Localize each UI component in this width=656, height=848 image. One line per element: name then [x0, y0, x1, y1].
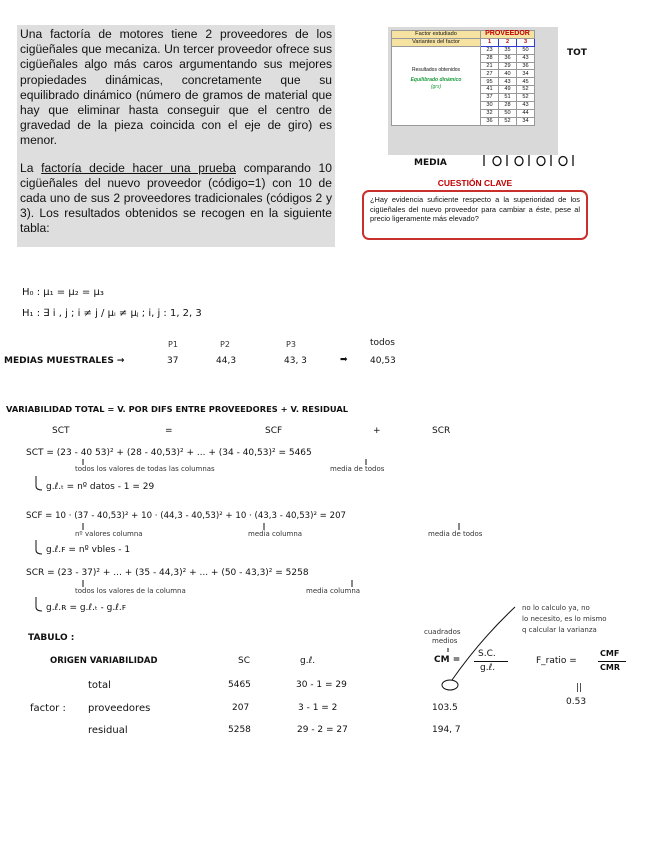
mean-1: 37	[167, 356, 179, 366]
scf-note-allmean: media de todos	[428, 530, 483, 538]
table-cell: 37	[481, 94, 499, 102]
fratio-denominator: CMR	[600, 663, 620, 672]
sct-header: SCT	[52, 426, 70, 436]
side-note-2: lo necesito, es lo mismo	[522, 615, 607, 623]
gl-total: g.ℓ.ₜ = nº datos - 1 = 29	[46, 482, 155, 492]
gl-factor: g.ℓ.ꜰ = nº vbles - 1	[46, 545, 131, 555]
sct-note-mean: media de todos	[330, 465, 385, 473]
alt-hypothesis: H₁ : ∃ i , j ; i ≠ j / μᵢ ≠ μⱼ ; i, j : 1, 2, 3	[22, 308, 202, 319]
row-total: total	[88, 680, 111, 691]
table-cell: 43	[499, 78, 517, 86]
scr-note-values: todos los valores de la columna	[75, 587, 186, 595]
variant-1: 1	[481, 38, 499, 46]
sct-note-values: todos los valores de todas las columnas	[75, 465, 215, 473]
sc-proveedores: 207	[232, 703, 250, 713]
mean-all: 40,53	[370, 356, 396, 366]
cm-denominator: g.ℓ.	[480, 663, 496, 673]
row-residual: residual	[88, 725, 128, 736]
fratio-numerator: CMF	[600, 649, 620, 658]
table-cell: 43	[517, 102, 535, 110]
factor-label: Factor estudiado	[392, 31, 481, 39]
p2-rest: comparando 10 cigüeñales del nuevo proveedor (código=1) con 10 de cada uno de sus 2 proveedores tradicionales (códigos 2 y 3). Los resultados obtenidos se recogen en la siguiente tabla:	[20, 160, 333, 236]
col-origen: ORIGEN VARIABILIDAD	[50, 656, 158, 666]
label-p3: P3	[286, 340, 296, 349]
metric-label: Equilibrado dinámico	[410, 77, 462, 84]
scr-note-mean: media columna	[306, 587, 361, 595]
table-cell: 52	[499, 117, 517, 125]
variability-line: VARIABILIDAD TOTAL = V. POR DIFS ENTRE PROVEEDORES + V. RESIDUAL	[6, 404, 349, 414]
eq-sign: =	[165, 426, 173, 436]
medios-note: medios	[432, 637, 458, 645]
results-label: Resultados obtenidos	[411, 66, 461, 73]
table-cell: 28	[481, 54, 499, 62]
label-p1: P1	[168, 340, 178, 349]
p2-underlined: factoría decide hacer una prueba	[41, 160, 236, 175]
table-cell: 36	[517, 62, 535, 70]
table-cell: 34	[517, 117, 535, 125]
col-gl: g.ℓ.	[300, 656, 316, 666]
table-cell: 51	[499, 94, 517, 102]
tabulo-title: TABULO :	[28, 633, 75, 643]
table-cell: 35	[499, 46, 517, 54]
gl-proveedores: 3 - 1 = 2	[298, 703, 338, 713]
label-todos: todos	[370, 338, 395, 348]
sc-total: 5465	[228, 680, 251, 690]
key-question-title: CUESTIÓN CLAVE	[437, 178, 513, 188]
table-cell: 21	[481, 62, 499, 70]
cm-numerator: S.C.	[478, 649, 496, 659]
factor-value: PROVEEDOR	[481, 31, 535, 39]
cuadrados-note: cuadrados	[424, 628, 461, 636]
table-cell: 27	[481, 70, 499, 78]
fratio-value: 0.53	[566, 697, 587, 707]
table-cell: 49	[499, 86, 517, 94]
scr-header: SCR	[432, 426, 451, 436]
cm-proveedores: 103.5	[432, 703, 458, 713]
table-cell: 32	[481, 109, 499, 117]
table-cell: 29	[499, 62, 517, 70]
gl-residual-val: 29 - 2 = 27	[297, 725, 348, 735]
scf-note-n: nº valores columna	[75, 530, 143, 538]
fratio-bar	[598, 661, 626, 662]
fratio-equals: ||	[576, 683, 583, 693]
tot-note: TOT	[567, 48, 587, 58]
row-proveedores: proveedores	[88, 703, 151, 714]
table-cell: 95	[481, 78, 499, 86]
plus-sign: +	[373, 426, 381, 436]
table-cell: 45	[517, 78, 535, 86]
cm-fraction-bar	[474, 661, 508, 662]
side-note-3: q calcular la varianza	[522, 626, 597, 634]
table-cell: 41	[481, 86, 499, 94]
col-sc: SC	[238, 656, 250, 666]
p2-intro: La	[20, 160, 42, 175]
fratio-label: F_ratio =	[536, 656, 577, 666]
table-cell: 40	[499, 70, 517, 78]
mean-3: 43, 3	[284, 356, 307, 366]
key-question-text: ¿Hay evidencia suficiente respecto a la superioridad de los cigüeñales del nuevo proveedor para cambiar a éste, pese al precio ligeramente más elevado?	[362, 190, 588, 240]
table-cell: 36	[499, 54, 517, 62]
table-cell: 43	[517, 54, 535, 62]
side-note-1: no lo calculo ya, no	[522, 604, 590, 612]
table-cell: 23	[481, 46, 499, 54]
cm-residual: 194, 7	[432, 725, 461, 735]
sct-equation: SCT = (23 - 40 53)² + (28 - 40,53)² + ... + (34 - 40,53)² = 5465	[26, 448, 312, 458]
table-cell: 44	[517, 109, 535, 117]
variants-label: Variantes del factor	[392, 38, 481, 46]
unit-label: (grs)	[430, 83, 442, 90]
gl-residual: g.ℓ.ʀ = g.ℓ.ₜ - g.ℓ.ꜰ	[46, 603, 127, 613]
variant-2: 2	[499, 38, 517, 46]
table-cell: 50	[499, 109, 517, 117]
table-cell: 34	[517, 70, 535, 78]
table-cell: 50	[517, 46, 535, 54]
media-note: MEDIA	[414, 158, 447, 168]
gl-total-val: 30 - 1 = 29	[296, 680, 347, 690]
table-cell: 28	[499, 102, 517, 110]
mean-arrow: ➡	[340, 355, 348, 365]
table-cell: 52	[517, 94, 535, 102]
scf-note-colmean: media columna	[248, 530, 303, 538]
table-cell: 36	[481, 117, 499, 125]
table-cell: 52	[517, 86, 535, 94]
scf-header: SCF	[265, 426, 283, 436]
mean-2: 44,3	[216, 356, 237, 366]
null-hypothesis: H₀ : μ₁ = μ₂ = μ₃	[22, 287, 104, 298]
scf-equation: SCF = 10 · (37 - 40,53)² + 10 · (44,3 - 40,53)² + 10 · (43,3 - 40,53)² = 207	[26, 511, 347, 521]
scr-equation: SCR = (23 - 37)² + ... + (35 - 44,3)² + ... + (50 - 43,3)² = 5258	[26, 568, 309, 578]
medias-label: MEDIAS MUESTRALES →	[4, 356, 125, 366]
factor-label-hw: factor :	[30, 703, 66, 714]
sc-residual: 5258	[228, 725, 251, 735]
problem-paragraph-1: Una factoría de motores tiene 2 proveedores de los cigüeñales que mecaniza. Un tercer proveedor ofrece sus cigüeñales algo más caros argumentando sus mejores propiedades dinámicas, concretamente que su equilibrado dinámico (número de gramos de material que hay que eliminar hasta conseguir que el centro de gravedad de la pieza coincida con el eje de giro) es menor.	[20, 27, 332, 148]
table-cell: 30	[481, 102, 499, 110]
label-p2: P2	[220, 340, 230, 349]
variant-3: 3	[517, 38, 535, 46]
cm-formula-label: CM =	[434, 655, 461, 665]
